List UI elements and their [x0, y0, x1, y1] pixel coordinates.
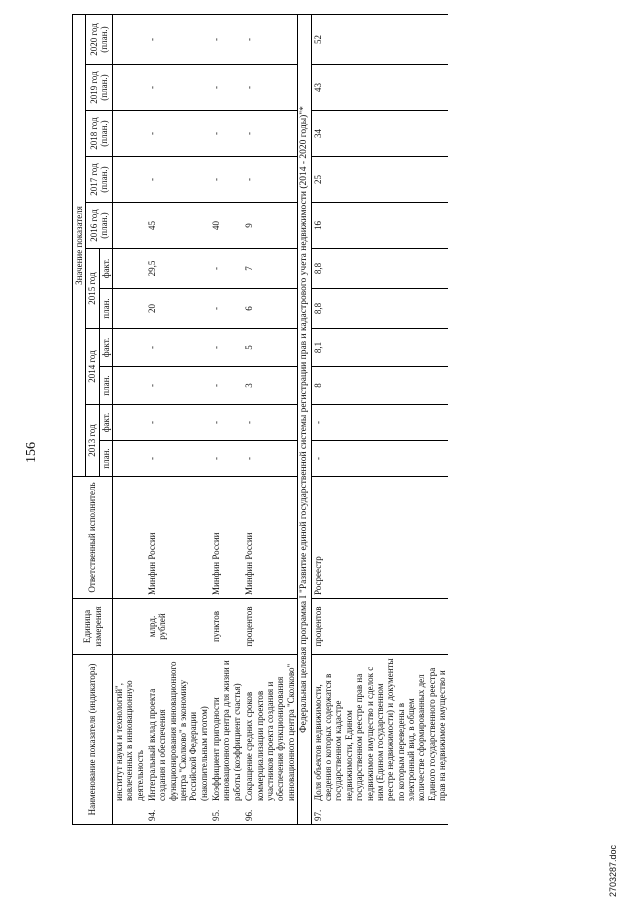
indicator-name-cell — [243, 655, 297, 825]
value-cell: 43 — [311, 65, 448, 111]
value-cell: - — [146, 65, 210, 111]
executor-cell: Росреестр — [311, 477, 448, 599]
value-cell: - — [146, 111, 210, 157]
value-cell: - — [210, 14, 243, 64]
year-header: 2018 год (план.) — [86, 111, 113, 157]
value-cell: - — [146, 441, 210, 477]
indicator-name: институт науки и технологий", вовлеченных в инновационную деятельность — [114, 680, 145, 801]
col-name-header: Наименование показателя (индикатора) — [73, 655, 113, 825]
unit-cell: пунктов — [210, 599, 243, 655]
indicator-name-cell — [146, 655, 210, 825]
indicator-table — [72, 14, 448, 825]
value-cell: - — [146, 405, 210, 441]
value-cell: 25 — [311, 157, 448, 203]
value-cell: 8,1 — [311, 329, 448, 367]
fact-header: факт. — [99, 249, 112, 289]
value-cell: - — [210, 405, 243, 441]
year-header: 2014 год — [86, 329, 99, 405]
col-value-header: Значение показателя — [73, 14, 86, 476]
indicator-name: Коэффициент пригодности инновационного центра для жизни и работы (коэффициент счастья) — [211, 660, 242, 801]
table-row — [243, 14, 297, 824]
year-header: 2020 год (план.) — [86, 14, 113, 64]
unit-cell: процентов — [311, 599, 448, 655]
value-cell: - — [210, 441, 243, 477]
executor-cell: Минфин России — [210, 477, 243, 599]
year-header: 2015 год — [86, 249, 99, 329]
value-cell: - — [210, 367, 243, 405]
table-row — [311, 14, 448, 824]
value-cell: 7 — [243, 249, 297, 289]
unit-cell: процентов — [243, 599, 297, 655]
year-header: 2017 год (план.) — [86, 157, 113, 203]
value-cell: - — [311, 441, 448, 477]
row-number: 96. — [244, 809, 255, 821]
value-cell: 40 — [210, 203, 243, 249]
fact-header: факт. — [99, 329, 112, 367]
value-cell: - — [243, 14, 297, 64]
value-cell: 8 — [311, 367, 448, 405]
value-cell: 3 — [243, 367, 297, 405]
value-cell: 29,5 — [146, 249, 210, 289]
program-row — [297, 14, 311, 824]
table-row — [146, 14, 210, 824]
value-cell: - — [210, 111, 243, 157]
year-header: 2016 год (план.) — [86, 203, 113, 249]
year-header: 2013 год — [86, 405, 99, 477]
indicator-name: Интегральный вклад проекта создания и обеспечения функционирования инновационного центра "Сколково" в экономику Российской Федерации (накопительным итогом) — [147, 661, 209, 801]
row-number: 97. — [312, 809, 323, 821]
indicator-name-cell — [113, 655, 147, 825]
executor-cell: Минфин России — [146, 477, 210, 599]
plan-header: план. — [99, 289, 112, 329]
value-cell: - — [210, 65, 243, 111]
plan-header: план. — [99, 441, 112, 477]
value-cell: - — [243, 405, 297, 441]
value-cell: - — [210, 157, 243, 203]
page-number: 156 — [24, 442, 39, 463]
row-number: 95. — [211, 809, 222, 821]
indicator-name: Сокращение средних сроков коммерциализации проектов участников проекта создания и обеспечения функционирования инновационного центра "Сколково" — [244, 663, 296, 801]
value-cell: - — [243, 157, 297, 203]
value-cell: 34 — [311, 111, 448, 157]
value-cell: - — [146, 157, 210, 203]
table-row — [113, 14, 147, 824]
indicator-name: Доля объектов недвижимости, сведения о которых содержатся в государственном кадастре недвижимости, Едином государственном реестре прав на недвижимое имущество и сделок с ним (Едином государственном реестре недвижимости) и документы по которым переведены в электронный вид, в общем количестве сформированных дел Единого государственного реестра прав на недвижимое имущество и — [312, 658, 447, 801]
value-cell: - — [311, 405, 448, 441]
value-cell: - — [146, 14, 210, 64]
value-cell: 52 — [311, 14, 448, 64]
value-cell: - — [146, 367, 210, 405]
col-executor-header: Ответственный исполнитель — [73, 477, 113, 599]
value-cell: - — [210, 329, 243, 367]
col-unit-header: Единица измерения — [73, 599, 113, 655]
value-cell: 20 — [146, 289, 210, 329]
program-title: Федеральная целевая программа I "Развитие единой государственной системы регистрации прав и кадастрового учета недвижимости (2014 - 2020 годы)"* — [297, 14, 311, 824]
row-number: 94. — [147, 809, 158, 821]
indicator-name-cell — [311, 655, 448, 825]
unit-cell: млрд. рублей — [146, 599, 210, 655]
value-cell: - — [243, 65, 297, 111]
year-header: 2019 год (план.) — [86, 65, 113, 111]
footer-filename: 2703287.doc — [608, 844, 618, 897]
plan-header: план. — [99, 367, 112, 405]
indicator-name-cell — [210, 655, 243, 825]
value-cell: 6 — [243, 289, 297, 329]
value-cell: 5 — [243, 329, 297, 367]
value-cell: - — [146, 329, 210, 367]
fact-header: факт. — [99, 405, 112, 441]
value-cell: - — [210, 249, 243, 289]
value-cell: 45 — [146, 203, 210, 249]
value-cell: - — [243, 111, 297, 157]
value-cell: 8,8 — [311, 289, 448, 329]
value-cell: - — [210, 289, 243, 329]
executor-cell: Минфин России — [243, 477, 297, 599]
table-row — [210, 14, 243, 824]
value-cell: 8,8 — [311, 249, 448, 289]
value-cell: 9 — [243, 203, 297, 249]
value-cell: 16 — [311, 203, 448, 249]
value-cell: - — [243, 441, 297, 477]
